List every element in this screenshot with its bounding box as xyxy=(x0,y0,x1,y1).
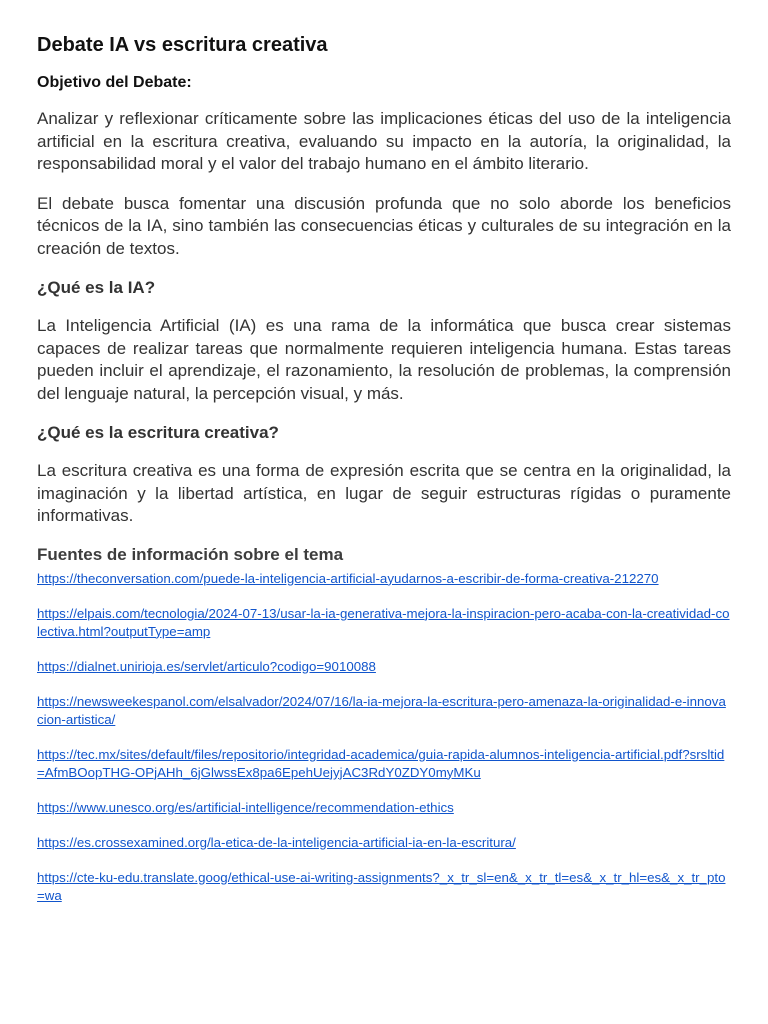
source-link[interactable]: https://elpais.com/tecnologia/2024-07-13/usar-la-ia-generativa-mejora-la-inspiracion-pero-acaba-con-la-creatividad-colectiva.html?outputType=amp xyxy=(37,605,730,639)
section-heading-ia: ¿Qué es la IA? xyxy=(37,278,156,297)
source-link[interactable]: https://tec.mx/sites/default/files/repositorio/integridad-academica/guia-rapida-alumnos-inteligencia-artificial.pdf?srsltid=AfmBOopTHG-OPjAHh_6jGlwssEx8pa6EpehUejyjAC3RdY0ZDY0myMKu xyxy=(37,746,725,780)
source-link[interactable]: https://theconversation.com/puede-la-inteligencia-artificial-ayudarnos-a-escribir-de-forma-creativa-212270 xyxy=(37,570,659,586)
list-item xyxy=(37,799,731,817)
section-body-ia: La Inteligencia Artificial (IA) es una rama de la informática que busca crear sistemas capaces de realizar tareas que normalmente requieren inteligencia humana. Estas tareas pueden incluir el aprendizaje, el razonamiento, la resolución de problemas, la comprensión del lenguaje natural, la percepción visual, y más. xyxy=(37,316,731,403)
list-item xyxy=(37,570,731,588)
document-title: Debate IA vs escritura creativa xyxy=(37,34,328,56)
list-item xyxy=(37,658,731,676)
list-item xyxy=(37,746,731,782)
objective-paragraph: Analizar y reflexionar críticamente sobre las implicaciones éticas del uso de la inteligencia artificial en la escritura creativa, evaluando su impacto en la autoría, la originalidad, la responsabilidad moral y el valor del trabajo humano en el ámbito literario. xyxy=(37,109,731,173)
list-item xyxy=(37,693,731,729)
section-body-escritura-creativa: La escritura creativa es una forma de expresión escrita que se centra en la originalidad, la imaginación y la libertad artística, en lugar de seguir estructuras rígidas o puramente informativas. xyxy=(37,461,731,525)
sources-list xyxy=(37,570,731,905)
list-item xyxy=(37,869,731,905)
source-link[interactable]: https://newsweekespanol.com/elsalvador/2024/07/16/la-ia-mejora-la-escritura-pero-amenaza-la-originalidad-e-innovacion-artistica/ xyxy=(37,693,726,727)
source-link[interactable]: https://es.crossexamined.org/la-etica-de-la-inteligencia-artificial-ia-en-la-escritura/ xyxy=(37,834,516,850)
objective-heading: Objetivo del Debate: xyxy=(37,74,192,91)
objective-paragraph: El debate busca fomentar una discusión profunda que no solo aborde los beneficios técnicos de la IA, sino también las consecuencias éticas y culturales de su integración en la creación de textos. xyxy=(37,193,731,258)
list-item xyxy=(37,834,731,852)
source-link[interactable]: https://www.unesco.org/es/artificial-intelligence/recommendation-ethics xyxy=(37,799,454,815)
sources-heading: Fuentes de información sobre el tema xyxy=(37,544,344,564)
source-link[interactable]: https://cte-ku-edu.translate.goog/ethical-use-ai-writing-assignments?_x_tr_sl=en&_x_tr_tl=es&_x_tr_hl=es&_x_tr_pto=wa xyxy=(37,869,726,903)
section-heading-escritura-creativa: ¿Qué es la escritura creativa? xyxy=(37,423,279,442)
source-link[interactable]: https://dialnet.unirioja.es/servlet/articulo?codigo=9010088 xyxy=(37,658,376,674)
list-item xyxy=(37,605,731,641)
